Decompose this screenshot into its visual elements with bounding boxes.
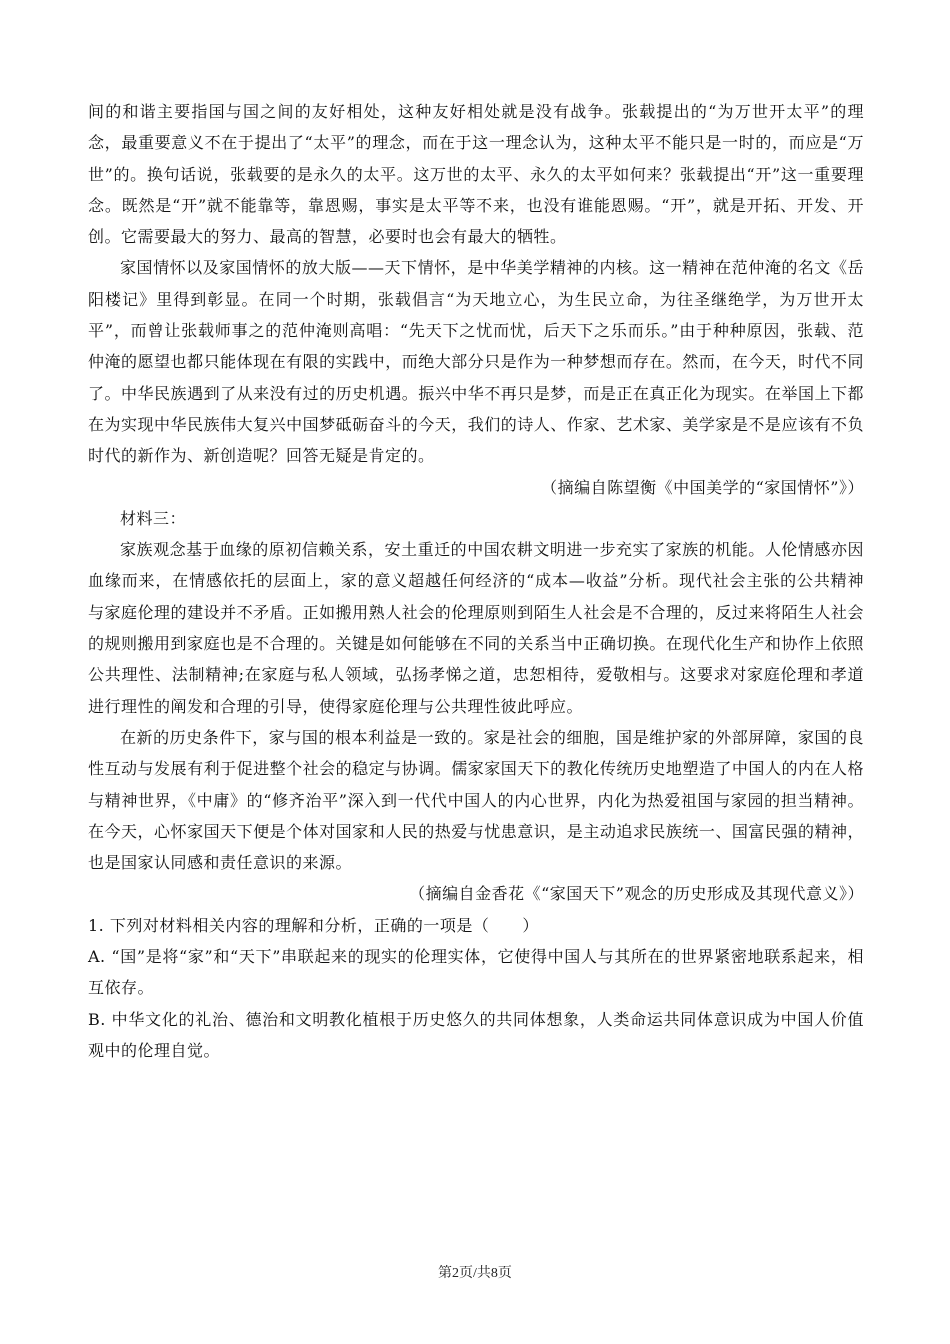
page-number-footer: 第2页/共8页	[438, 1266, 512, 1281]
material2-paragraph-2: 家国情怀以及家国情怀的放大版——天下情怀，是中华美学精神的内核。这一精神在范仲淹的名文《岳阳楼记》里得到彰显。在同一个时期，张载倡言“为天地立心，为生民立命，为往圣继绝学，为万世开太平”，而曾让张载师事之的范仲淹则高唱：“先天下之忧而忧，后天下之乐而乐。”由于种种原因，张载、范仲淹的愿望也都只能体现在有限的实践中，而绝大部分只是作为一种梦想而存在。然而，在今天，时代不同了。中华民族遇到了从来没有过的历史机遇。振兴中华不再只是梦，而是正在真正化为现实。在举国上下都在为实现中华民族伟大复兴中国梦砥砺奋斗的今天，我们的诗人、作家、艺术家、美学家是不是应该有不负时代的新作为、新创造呢？回答无疑是肯定的。	[88, 258, 864, 466]
material2-source: （摘编自陈望衡《中国美学的“家国情怀”》）	[541, 477, 864, 497]
question-1-option-a: A. “国”是将“家”和“天下”串联起来的现实的伦理实体，它使得中国人与其所在的世界紧密地联系起来，相互依存。	[88, 947, 864, 998]
material3-source: （摘编自金香花《“家国天下”观念的历史形成及其现代意义》）	[409, 884, 864, 904]
material3-paragraph-1: 家族观念基于血缘的原初信赖关系，安土重迁的中国农耕文明进一步充实了家族的机能。人伦情感亦因血缘而来，在情感依托的层面上，家的意义超越任何经济的“成本—收益”分析。现代社会主张的公共精神与家庭伦理的建设并不矛盾。正如搬用熟人社会的伦理原则到陌生人社会是不合理的，反过来将陌生人社会的规则搬用到家庭也是不合理的。关键是如何能够在不同的关系当中正确切换。在现代化生产和协作上依照公共理性、法制精神;在家庭与私人领域，弘扬孝悌之道，忠恕相待，爱敬相与。这要求对家庭伦理和孝道进行理性的阐发和合理的引导，使得家庭伦理与公共理性彼此呼应。	[88, 540, 864, 716]
body-text	[88, 96, 864, 1066]
material2-paragraph-1: 间的和谐主要指国与国之间的友好相处，这种友好相处就是没有战争。张载提出的“为万世开太平”的理念，最重要意义不在于提出了“太平”的理念，而在于这一理念认为，这种太平不能只是一时的，而应是“万世”的。换句话说，张载要的是永久的太平。这万世的太平、永久的太平如何来？张载提出“开”这一重要理念。既然是“开”就不能靠等，靠恩赐，事实是太平等不来，也没有谁能恩赐。“开”，就是开拓、开发、开创。它需要最大的努力、最高的智慧，必要时也会有最大的牺牲。	[88, 102, 864, 247]
material3-label: 材料三：	[120, 508, 187, 528]
question-1-option-b: B. 中华文化的礼治、德治和文明教化植根于历史悠久的共同体想象，人类命运共同体意识成为中国人价值观中的伦理自觉。	[88, 1009, 864, 1060]
question-1-stem: 1. 下列对材料相关内容的理解和分析，正确的一项是（ ）	[88, 915, 539, 935]
material3-paragraph-2: 在新的历史条件下，家与国的根本利益是一致的。家是社会的细胞，国是维护家的外部屏障，家国的良性互动与发展有利于促进整个社会的稳定与协调。儒家家国天下的教化传统历史地塑造了中国人的内在人格与精神世界，《中庸》的“修齐治平”深入到一代代中国人的内心世界，内化为热爱祖国与家园的担当精神。在今天，心怀家国天下便是个体对国家和人民的热爱与忧患意识，是主动追求民族统一、国富民强的精神，也是国家认同感和责任意识的来源。	[88, 727, 864, 873]
